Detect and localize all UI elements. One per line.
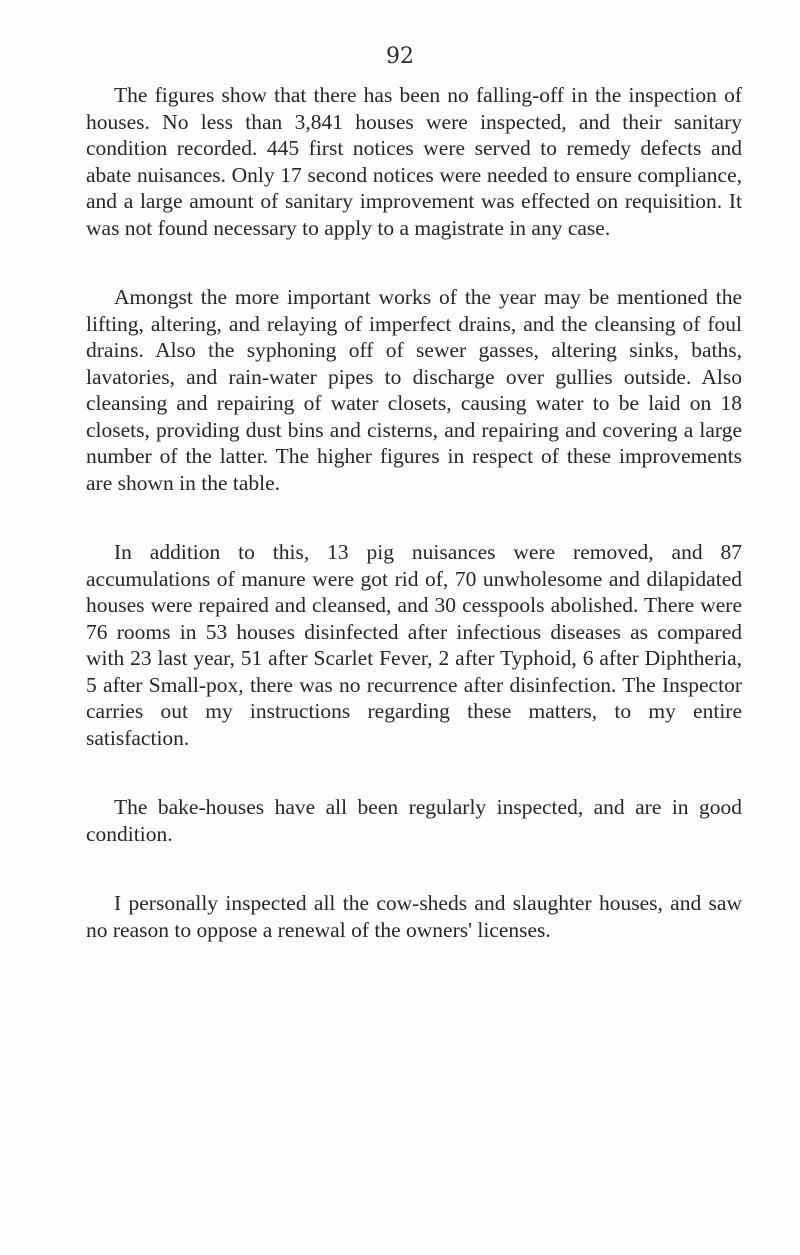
paragraph-house-inspections: The figures show that there has been no falling-off in the inspection of houses. No less than 3,841 houses were inspected, and their sanitary condition recorded. 445 first notices were served to remedy defects and abate nuisances. Only 17 second notices were needed to ensure compliance, and a large amount of sanitary improvement was effected on requisition. It was not found necessary to apply to a magistrate in any case.	[86, 83, 742, 240]
paragraph-bake-houses: The bake-houses have all been regularly inspected, and are in good condition.	[86, 795, 742, 846]
paragraph-nuisances-disinfection: In addition to this, 13 pig nuisances were removed, and 87 accumulations of manure were got rid of, 70 unwholesome and dilapidated houses were repaired and cleansed, and 30 cesspools abolished. There were 76 rooms in 53 houses disinfected after infectious diseases as compared with 23 last year, 51 after Scarlet Fever, 2 after Typhoid, 6 after Diphtheria, 5 after Small-pox, there was no recurrence after disinfection. The Inspector carries out my instructions regarding these matters, to my entire satisfaction.	[86, 540, 742, 750]
page-number: 92	[386, 44, 414, 69]
paragraph-important-works: Amongst the more important works of the year may be mentioned the lifting, altering, and relaying of imperfect drains, and the cleansing of foul drains. Also the syphoning off of sewer gasses, altering sinks, baths, lavatories, and rain-water pipes to discharge over gullies outside. Also cleansing and repairing of water closets, causing water to be laid on 18 closets, providing dust bins and cisterns, and repairing and covering a large number of the latter. The higher figures in respect of these improvements are shown in the table.	[86, 285, 742, 495]
body-text	[86, 82, 742, 943]
paragraph-cow-sheds: I personally inspected all the cow-sheds and slaughter houses, and saw no reason to oppose a renewal of the owners' licenses.	[86, 891, 742, 942]
